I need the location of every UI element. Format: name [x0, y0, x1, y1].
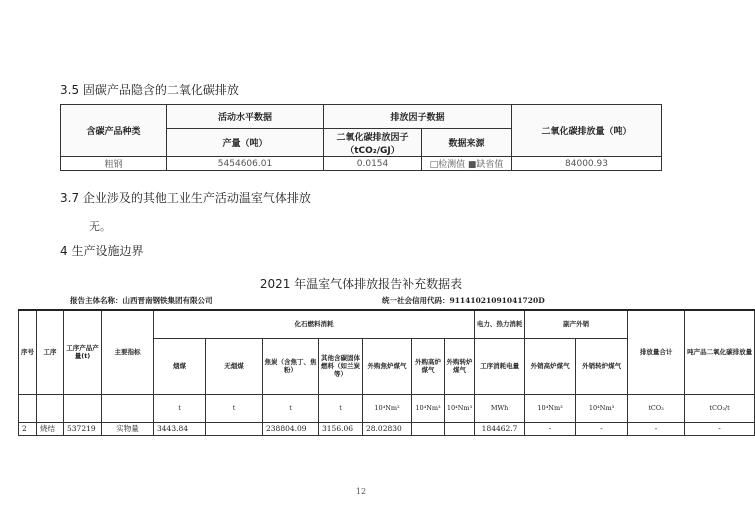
unit-cell: t: [206, 394, 263, 422]
data-cell: -: [628, 422, 685, 435]
data-cell: 537219: [64, 422, 102, 435]
credit-code: 统一社会信用代码：91141021091041720D: [382, 296, 545, 305]
cell-emission: 84000.93: [512, 157, 662, 171]
data-cell: 28.02830: [363, 422, 412, 435]
unit-cell: 10⁴Nm³: [363, 394, 412, 422]
col-emission: 二氧化碳排放量（吨）: [512, 105, 662, 157]
unit-cell: 10⁴Nm³: [445, 394, 475, 422]
th-indicator: 主要指标: [102, 310, 154, 394]
col-product-type: 含碳产品种类: [61, 105, 167, 157]
data-cell: [412, 422, 445, 435]
th-anthracite: 烟煤: [154, 338, 206, 394]
unit-cell: t: [154, 394, 206, 422]
th-fossil-fuel: 化石燃料消耗: [154, 310, 475, 338]
unit-cell: [37, 394, 64, 422]
unit-cell: MWh: [475, 394, 525, 422]
fixed-carbon-table: [60, 104, 662, 171]
data-cell: 3156.06: [319, 422, 363, 435]
cell-output: 5454606.01: [167, 157, 324, 171]
th-exp-bf-gas: 外销高炉煤气: [525, 338, 576, 394]
unit-cell: 10⁴Nm³: [412, 394, 445, 422]
section-heading-3-5: 3.5 固碳产品隐含的二氧化碳排放: [60, 83, 239, 97]
group-emission-factor: 排放因子数据: [324, 105, 512, 129]
data-cell: [206, 422, 263, 435]
th-ext-converter-gas: 外购转炉煤气: [445, 338, 475, 394]
data-cell: 2: [19, 422, 37, 435]
data-cell: 3443.84: [154, 422, 206, 435]
th-byproduct-export: 副产外销: [525, 310, 628, 338]
th-intensity: 吨产品二氧化碳排放量: [685, 310, 755, 394]
th-total-emission: 排放量合计: [628, 310, 685, 394]
unit-cell: [64, 394, 102, 422]
data-cell: -: [525, 422, 576, 435]
th-process-power: 工序消耗电量: [475, 338, 525, 394]
unit-cell: 10⁴Nm³: [525, 394, 576, 422]
data-cell: [445, 422, 475, 435]
th-seq: 序号: [19, 310, 37, 394]
data-cell: -: [576, 422, 628, 435]
unit-cell: [102, 394, 154, 422]
data-cell: 184462.7: [475, 422, 525, 435]
data-cell: 烧结: [37, 422, 64, 435]
section-heading-4: 4 生产设施边界: [60, 244, 144, 258]
th-lean-coal: 无烟煤: [206, 338, 263, 394]
col-source: 数据来源: [422, 129, 512, 157]
data-cell: 238804.09: [263, 422, 319, 435]
group-activity-data: 活动水平数据: [167, 105, 324, 129]
cell-source: □检测值 ■缺省值: [422, 157, 512, 171]
section-3-7-body: 无。: [89, 220, 111, 233]
col-output: 产量（吨）: [167, 129, 324, 157]
unit-cell: tCO₂: [628, 394, 685, 422]
th-exp-converter-gas: 外销转炉煤气: [576, 338, 628, 394]
th-ext-coke-gas: 外购焦炉煤气: [363, 338, 412, 394]
section-heading-3-7: 3.7 企业涉及的其他工业生产活动温室气体排放: [60, 191, 311, 205]
unit-cell: tCO₂/t: [685, 394, 755, 422]
th-other-carbon: 其他含碳固体燃料（如兰炭等）: [319, 338, 363, 394]
th-process: 工序: [37, 310, 64, 394]
data-cell: 实物量: [102, 422, 154, 435]
th-coke: 焦炭（含焦丁、焦粉）: [263, 338, 319, 394]
cell-factor: 0.0154: [324, 157, 422, 171]
data-cell: -: [685, 422, 755, 435]
unit-cell: t: [263, 394, 319, 422]
col-factor: 二氧化碳排放因子（tCO₂/GJ）: [324, 129, 422, 157]
th-output: 工序产品产量(t): [64, 310, 102, 394]
page-number: 12: [355, 487, 367, 496]
cell-product: 粗钢: [61, 157, 167, 171]
supplement-table-title: 2021 年温室气体排放报告补充数据表: [259, 277, 463, 291]
unit-cell: 10⁴Nm³: [576, 394, 628, 422]
unit-cell: [19, 394, 37, 422]
th-ext-bf-gas: 外购高炉煤气: [412, 338, 445, 394]
supplement-data-table: [18, 309, 755, 436]
unit-cell: t: [319, 394, 363, 422]
th-power-heat: 电力、热力消耗: [475, 310, 525, 338]
reporting-entity: 报告主体名称：山西晋南钢铁集团有限公司: [70, 296, 213, 305]
